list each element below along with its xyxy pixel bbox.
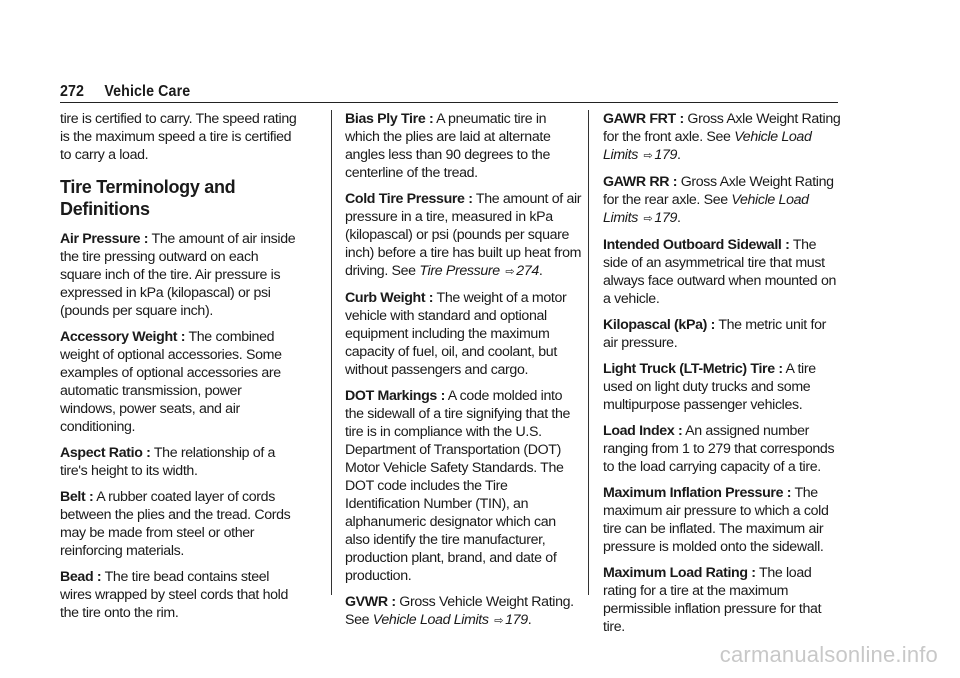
definition-text: The relationship of a tire's height to its width. <box>60 445 276 479</box>
cross-reference-link[interactable]: Tire Pressure <box>419 263 500 279</box>
definition-term: Kilopascal (kPa) : <box>603 317 715 333</box>
definition-term: DOT Markings : <box>345 388 445 404</box>
definition-text: The amount of air pressure in a tire, measured in kPa (kilopascal) or psi (pounds per square inch) before a tire has built up heat from driving. See <box>345 191 582 279</box>
header-rule <box>60 102 838 103</box>
page-arrow-icon: ⇨ <box>643 150 653 162</box>
definition-text: A rubber coated layer of cords between the plies and the tread. Cords may be made from steel or other reinforcing materials. <box>60 489 291 559</box>
definition-term: GAWR FRT : <box>603 111 684 127</box>
definition-entry <box>603 564 841 636</box>
definition-term: Light Truck (LT-Metric) Tire : <box>603 361 783 377</box>
definition-term: Maximum Load Rating : <box>603 565 756 581</box>
page-reference[interactable]: 274 <box>516 263 539 279</box>
definition-term: Belt : <box>60 489 94 505</box>
punctuation: . <box>677 210 681 226</box>
definition-entry <box>60 328 298 436</box>
cross-reference-link[interactable]: Vehicle Load Limits <box>603 129 812 163</box>
definition-term: Bead : <box>60 569 102 585</box>
definition-text: Gross Axle Weight Rating for the front axle. See <box>603 111 841 145</box>
definition-entry <box>345 387 583 585</box>
definition-text: A code molded into the sidewall of a tire signifying that the tire is in compliance with the U.S. Department of Transportation (DOT) Motor Vehicle Safety Standards. The DOT code includes the Tire Identification Number (TIN), an alphanumeric designator which can also identify the tire manufacturer, production plant, brand, and date of production. <box>345 388 571 584</box>
watermark: carmanualsonline.info <box>719 642 938 667</box>
definition-entry <box>345 289 583 379</box>
definition-text: The maximum air pressure to which a cold tire can be inflated. The maximum air pressure is molded onto the sidewall. <box>603 485 829 555</box>
page-arrow-icon: ⇨ <box>494 615 504 627</box>
definition-term: GAWR RR : <box>603 174 678 190</box>
definition-term: Bias Ply Tire : <box>345 111 434 127</box>
definition-term: Load Index : <box>603 423 683 439</box>
definition-term: Intended Outboard Sidewall : <box>603 237 790 253</box>
definition-text: The metric unit for air pressure. <box>603 317 826 351</box>
punctuation: . <box>527 612 532 628</box>
definition-text: The tire bead contains steel wires wrapped by steel cords that hold the tire onto the rim. <box>60 569 289 621</box>
definition-text: A pneumatic tire in which the plies are laid at alternate angles less than 90 degrees to the centerline of the tread. <box>345 111 551 181</box>
column-3 <box>603 110 841 644</box>
page-reference[interactable]: 179 <box>505 612 528 628</box>
definition-term: Aspect Ratio : <box>60 445 151 461</box>
definition-term: Cold Tire Pressure : <box>345 191 473 207</box>
definition-text: Gross Vehicle Weight Rating. See <box>345 594 574 628</box>
section-title: Tire Terminology and Definitions <box>60 177 236 219</box>
definition-text: Gross Axle Weight Rating for the rear axle. See <box>603 174 834 208</box>
definition-term: Accessory Weight : <box>60 329 186 345</box>
definition-term: Curb Weight : <box>345 290 434 306</box>
definition-term: Air Pressure : <box>60 231 149 247</box>
definition-entry <box>60 444 298 480</box>
page-header <box>60 83 190 101</box>
definition-term: GVWR : <box>345 594 396 610</box>
definition-entry <box>603 173 841 228</box>
definition-entry <box>60 568 298 622</box>
definition-term: Maximum Inflation Pressure : <box>603 485 792 501</box>
page-reference[interactable]: 179 <box>654 210 678 226</box>
definition-entry <box>603 484 841 556</box>
definition-entry <box>345 593 583 630</box>
definition-entry <box>603 360 841 414</box>
intro-paragraph: tire is certified to carry. The speed rating is the maximum speed a tire is certified to carry a load. <box>60 111 297 163</box>
definition-text: The weight of a motor vehicle with standard and optional equipment including the maximum capacity of fuel, oil, and coolant, but without passengers and cargo. <box>345 290 567 378</box>
definition-entry <box>345 110 583 182</box>
definition-text: An assigned number ranging from 1 to 279 that corresponds to the load carrying capacity of a tire. <box>603 423 835 475</box>
page-arrow-icon: ⇨ <box>505 266 515 278</box>
cross-reference-link[interactable]: Vehicle Load Limits <box>372 612 489 628</box>
chapter-title: Vehicle Care <box>104 83 191 100</box>
cross-reference-link[interactable]: Vehicle Load Limits <box>603 192 809 226</box>
definition-text: The combined weight of optional accessories. Some examples of optional accessories are automatic transmission, power windows, power seats, and air conditioning. <box>60 329 282 435</box>
definition-entry <box>603 422 841 476</box>
page-number: 272 <box>60 83 85 100</box>
definition-entry <box>603 110 841 165</box>
column-2 <box>345 110 583 638</box>
page-reference[interactable]: 179 <box>654 147 678 163</box>
definition-text: The amount of air inside the tire pressing outward on each square inch of the tire. Air pressure is expressed in kPa (kilopascal) or psi (pounds per square inch). <box>60 231 296 319</box>
definition-entry <box>345 190 583 281</box>
column-divider <box>588 110 589 595</box>
punctuation: . <box>677 147 681 163</box>
definition-entry <box>60 488 298 560</box>
page-arrow-icon: ⇨ <box>643 213 653 225</box>
definition-text: The load rating for a tire at the maximum permissible inflation pressure for that tire. <box>603 565 822 635</box>
column-1 <box>60 110 298 630</box>
punctuation: . <box>538 263 543 279</box>
definition-entry <box>603 316 841 352</box>
definition-text: The side of an asymmetrical tire that must always face outward when mounted on a vehicle. <box>603 237 837 307</box>
column-divider <box>331 110 332 595</box>
definition-entry <box>60 230 298 320</box>
definition-entry <box>603 236 841 308</box>
definition-text: A tire used on light duty trucks and some multipurpose passenger vehicles. <box>603 361 816 413</box>
